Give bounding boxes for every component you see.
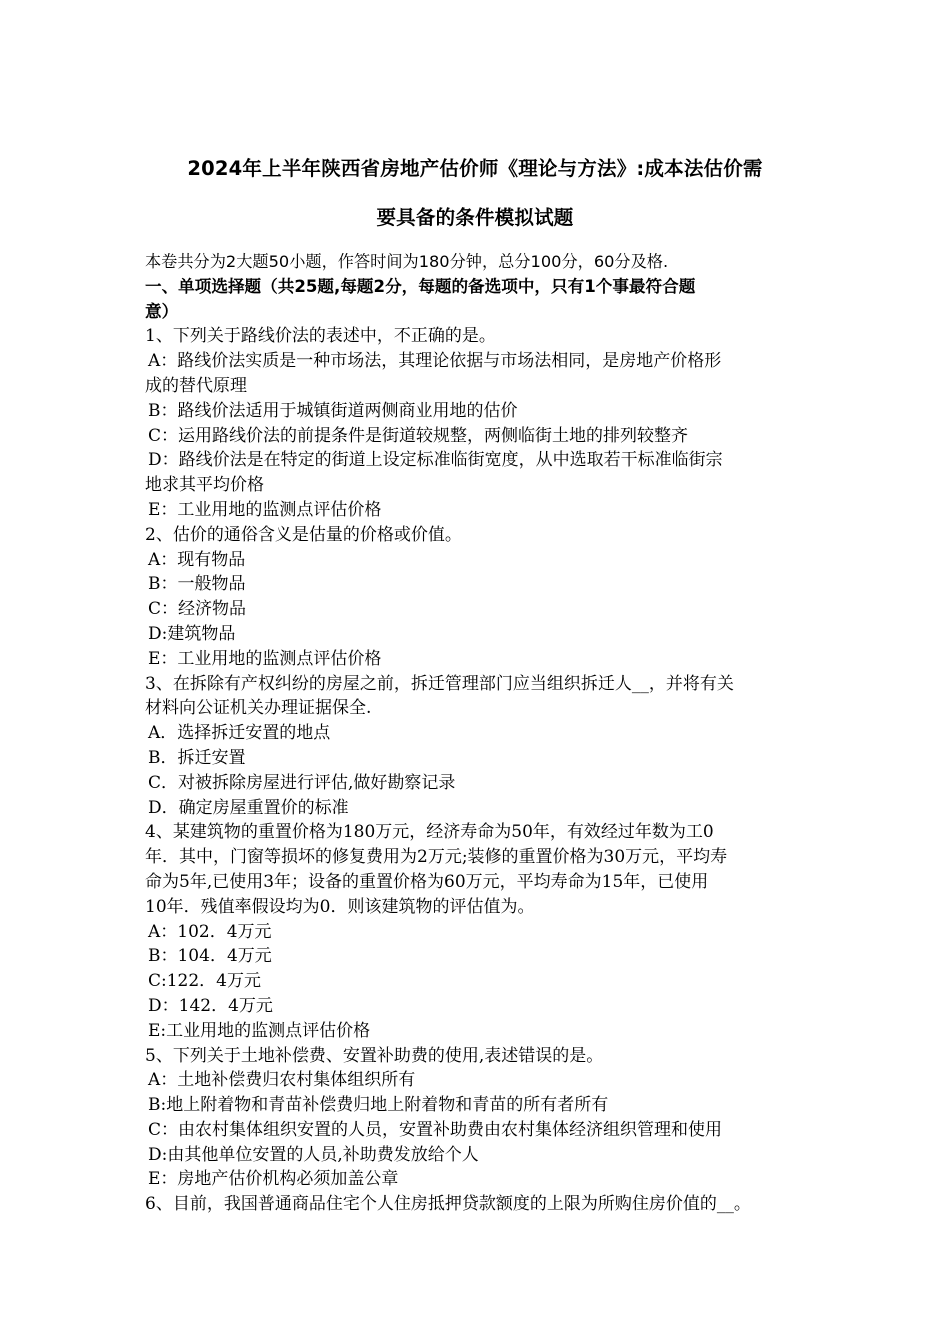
answer-option-line: A：102．4万元 (148, 921, 272, 942)
answer-option (145, 498, 815, 523)
answer-option-line: A．选择拆迁安置的地点 (148, 723, 331, 744)
answer-option-line: D．确定房屋重置价的标准 (148, 797, 349, 818)
answer-option (145, 548, 815, 573)
answer-option-line: B:地上附着物和青苗补偿费归地上附着物和青苗的所有者所有 (148, 1095, 609, 1116)
answer-option (145, 622, 815, 647)
question-item (145, 523, 815, 672)
question-item (145, 324, 815, 522)
section-heading-line-2: 意） (145, 301, 179, 321)
document-title-line-1: 2024年上半年陕西省房地产估价师《理论与方法》:成本法估价需 (187, 157, 763, 180)
answer-option-line: 成的替代原理 (145, 375, 247, 396)
answer-option-line: E:工业用地的监测点评估价格 (148, 1020, 371, 1041)
question-item (145, 672, 815, 821)
answer-option (145, 721, 815, 746)
answer-option (145, 969, 815, 994)
answer-option (145, 746, 815, 771)
question-stem-line: 命为5年,已使用3年；设备的重置价格为60万元，平均寿命为15年，已使用 (145, 871, 709, 892)
answer-option (145, 1093, 815, 1118)
answer-option (145, 647, 815, 672)
answer-option-line: A：土地补偿费归农村集体组织所有 (148, 1070, 416, 1091)
answer-option-line: E：工业用地的监测点评估价格 (148, 648, 382, 669)
answer-option (145, 448, 815, 498)
document-title-line-2: 要具备的条件模拟试题 (376, 206, 574, 229)
answer-option-line: B：路线价法适用于城镇街道两侧商业用地的估价 (148, 400, 518, 421)
answer-option (145, 399, 815, 424)
question-stem-line: 2、估价的通俗含义是估量的价格或价值。 (145, 524, 462, 545)
answer-option-line: B．拆迁安置 (148, 747, 246, 768)
question-stem-line: 10年．残值率假设均为0．则该建筑物的评估值为。 (145, 896, 535, 917)
answer-option (145, 572, 815, 597)
question-stem-line: 5、下列关于土地补偿费、安置补助费的使用,表述错误的是。 (145, 1045, 604, 1066)
answer-option (145, 349, 815, 399)
question-list (145, 324, 815, 1217)
answer-option-line: B：一般物品 (148, 574, 246, 595)
answer-option (145, 1167, 815, 1192)
question-stem-line: 4、某建筑物的重置价格为180万元，经济寿命为50年，有效经过年数为工0 (145, 822, 714, 843)
question-stem-line: 6、目前，我国普通商品住宅个人住房抵押贷款额度的上限为所购住房价值的__。 (145, 1194, 751, 1215)
question-item (145, 1192, 815, 1217)
answer-option (145, 920, 815, 945)
answer-option-line: C：由农村集体组织安置的人员，安置补助费由农村集体经济组织管理和使用 (148, 1119, 723, 1140)
answer-option-line: C：经济物品 (148, 599, 247, 620)
answer-option-line: B：104．4万元 (148, 946, 272, 967)
answer-option (145, 424, 815, 449)
section-heading-line-1: 一、单项选择题（共25题,每题2分，每题的备选项中，只有1个事最符合题 (145, 276, 696, 296)
answer-option-line: E：房地产估价机构必须加盖公章 (148, 1169, 399, 1190)
answer-option (145, 1143, 815, 1168)
answer-option-line: A：路线价法实质是一种市场法，其理论依据与市场法相同，是房地产价格形 (148, 351, 722, 372)
answer-option-line: A：现有物品 (148, 549, 246, 570)
question-stem-line: 1、下列关于路线价法的表述中，不正确的是。 (145, 326, 496, 347)
answer-option-line: D：路线价法是在特定的街道上设定标准临街宽度，从中选取若干标准临街宗 (148, 450, 723, 471)
question-stem-line: 年．其中，门窗等损坏的修复费用为2万元;装修的重置价格为30万元，平均寿 (145, 847, 728, 868)
question-stem-line: 材料向公证机关办理证据保全. (145, 698, 372, 719)
answer-option-line: D：142．4万元 (148, 995, 273, 1016)
answer-option (145, 1118, 815, 1143)
question-item (145, 820, 815, 1043)
answer-option (145, 597, 815, 622)
answer-option (145, 1068, 815, 1093)
document-body (145, 250, 815, 1217)
answer-option (145, 1019, 815, 1044)
question-stem-line: 3、在拆除有产权纠纷的房屋之前，拆迁管理部门应当组织拆迁人__，并将有关 (145, 673, 734, 694)
answer-option (145, 994, 815, 1019)
answer-option-line: D:建筑物品 (148, 623, 236, 644)
answer-option (145, 796, 815, 821)
question-item (145, 1044, 815, 1193)
exam-intro: 本卷共分为2大题50小题，作答时间为180分钟，总分100分，60分及格. (145, 252, 669, 271)
answer-option (145, 771, 815, 796)
answer-option-line: D:由其他单位安置的人员,补助费发放给个人 (148, 1144, 479, 1165)
answer-option-line: C:122．4万元 (148, 971, 261, 992)
answer-option-line: 地求其平均价格 (145, 475, 264, 496)
answer-option-line: E：工业用地的监测点评估价格 (148, 499, 382, 520)
answer-option-line: C．对被拆除房屋进行评估,做好勘察记录 (148, 772, 456, 793)
answer-option-line: C：运用路线价法的前提条件是街道较规整，两侧临街土地的排列较整齐 (148, 425, 689, 446)
answer-option (145, 944, 815, 969)
